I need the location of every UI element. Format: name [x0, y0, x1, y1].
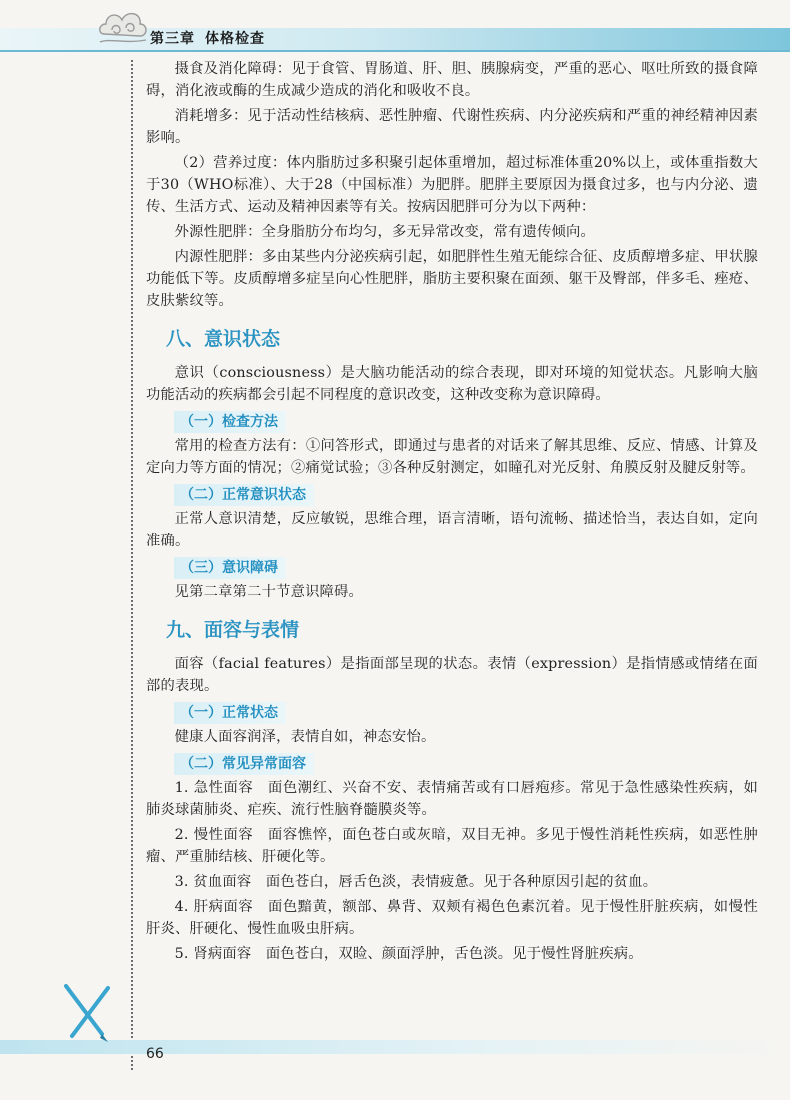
paragraph: 2. 慢性面容 面容憔悴，面色苍白或灰暗，双目无神。多见于慢性消耗性疾病，如恶性肿瘤、严重肺结核、肝硬化等。 — [146, 827, 758, 865]
paragraph: 外源性肥胖：全身脂肪分布均匀，多无异常改变，常有遗传倾向。 — [174, 224, 595, 240]
paragraph: 摄食及消化障碍：见于食管、胃肠道、肝、胆、胰腺病变，严重的恶心、呕吐所致的摄食障碍，消化液或酶的生成减少造成的消化和吸收不良。 — [146, 61, 758, 99]
paragraph: 内源性肥胖：多由某些内分泌疾病引起，如肥胖性生殖无能综合征、皮质醇增多症、甲状腺功能低下等。皮质醇增多症呈向心性肥胖，脂肪主要积聚在面颈、躯干及臀部，伴多毛、痤疮、皮肤紫纹等。 — [146, 249, 758, 309]
paragraph: 消耗增多：见于活动性结核病、恶性肿瘤、代谢性疾病、内分泌疾病和严重的神经精神因素影响。 — [146, 108, 758, 146]
subsection-heading: （二）正常意识状态 — [174, 484, 314, 506]
chapter-name: 体格检查 — [205, 31, 265, 47]
paragraph: 常用的检查方法有：①问答形式，即通过与患者的对话来了解其思维、反应、情感、计算及定向力等方面的情况；②痛觉试验；③各种反射测定，如瞳孔对光反射、角膜反射及腱反射等。 — [146, 438, 758, 476]
subsection-heading: （一）检查方法 — [174, 411, 286, 433]
paragraph: （2）营养过度：体内脂肪过多积聚引起体重增加，超过标准体重20%以上，或体重指数大于30（WHO标准）、大于28（中国标准）为肥胖。肥胖主要原因为摄食过多，也与内分泌、遗传、生活方式、运动及精神因素等有关。按病因肥胖可分为以下两种： — [146, 155, 758, 215]
chapter-title — [150, 28, 275, 50]
pen-icon — [58, 978, 118, 1048]
paragraph: 1. 急性面容 面色潮红、兴奋不安、表情痛苦或有口唇疱疹。常见于急性感染性疾病，如肺炎球菌肺炎、疟疾、流行性脑脊髓膜炎等。 — [146, 780, 758, 818]
paragraph: 意识（consciousness）是大脑功能活动的综合表现，即对环境的知觉状态。凡影响大脑功能活动的疾病都会引起不同程度的意识改变，这种改变称为意识障碍。 — [146, 365, 758, 403]
margin-rule — [131, 60, 133, 1070]
page-content — [146, 58, 758, 968]
paragraph: 5. 肾病面容 面色苍白，双睑、颜面浮肿，舌色淡。见于慢性肾脏疾病。 — [174, 946, 643, 962]
page-number: 66 — [146, 1046, 164, 1062]
paragraph: 正常人意识清楚，反应敏锐，思维合理，语言清晰，语句流畅、描述恰当，表达自如，定向准确。 — [146, 511, 758, 549]
section-heading: 九、面容与表情 — [166, 619, 300, 641]
footer-band — [0, 1040, 790, 1054]
cloud-logo-icon — [96, 4, 152, 48]
paragraph: 面容（facial features）是指面部呈现的状态。表情（expression）是指情感或情绪在面部的表现。 — [146, 656, 758, 694]
subsection-heading: （一）正常状态 — [174, 702, 286, 724]
paragraph: 3. 贫血面容 面色苍白，唇舌色淡，表情疲惫。见于各种原因引起的贫血。 — [174, 874, 658, 890]
paragraph: 见第二章第二十节意识障碍。 — [174, 584, 364, 600]
subsection-heading: （三）意识障碍 — [174, 557, 286, 579]
paragraph: 健康人面容润泽，表情自如，神态安怡。 — [174, 729, 436, 745]
subsection-heading: （二）常见异常面容 — [174, 753, 314, 775]
section-heading: 八、意识状态 — [166, 328, 281, 350]
chapter-label: 第三章 — [150, 31, 195, 47]
paragraph: 4. 肝病面容 面色黯黄，额部、鼻背、双颊有褐色色素沉着。见于慢性肝脏疾病，如慢性肝炎、肝硬化、慢性血吸虫肝病。 — [146, 899, 758, 937]
header-line — [0, 50, 790, 52]
